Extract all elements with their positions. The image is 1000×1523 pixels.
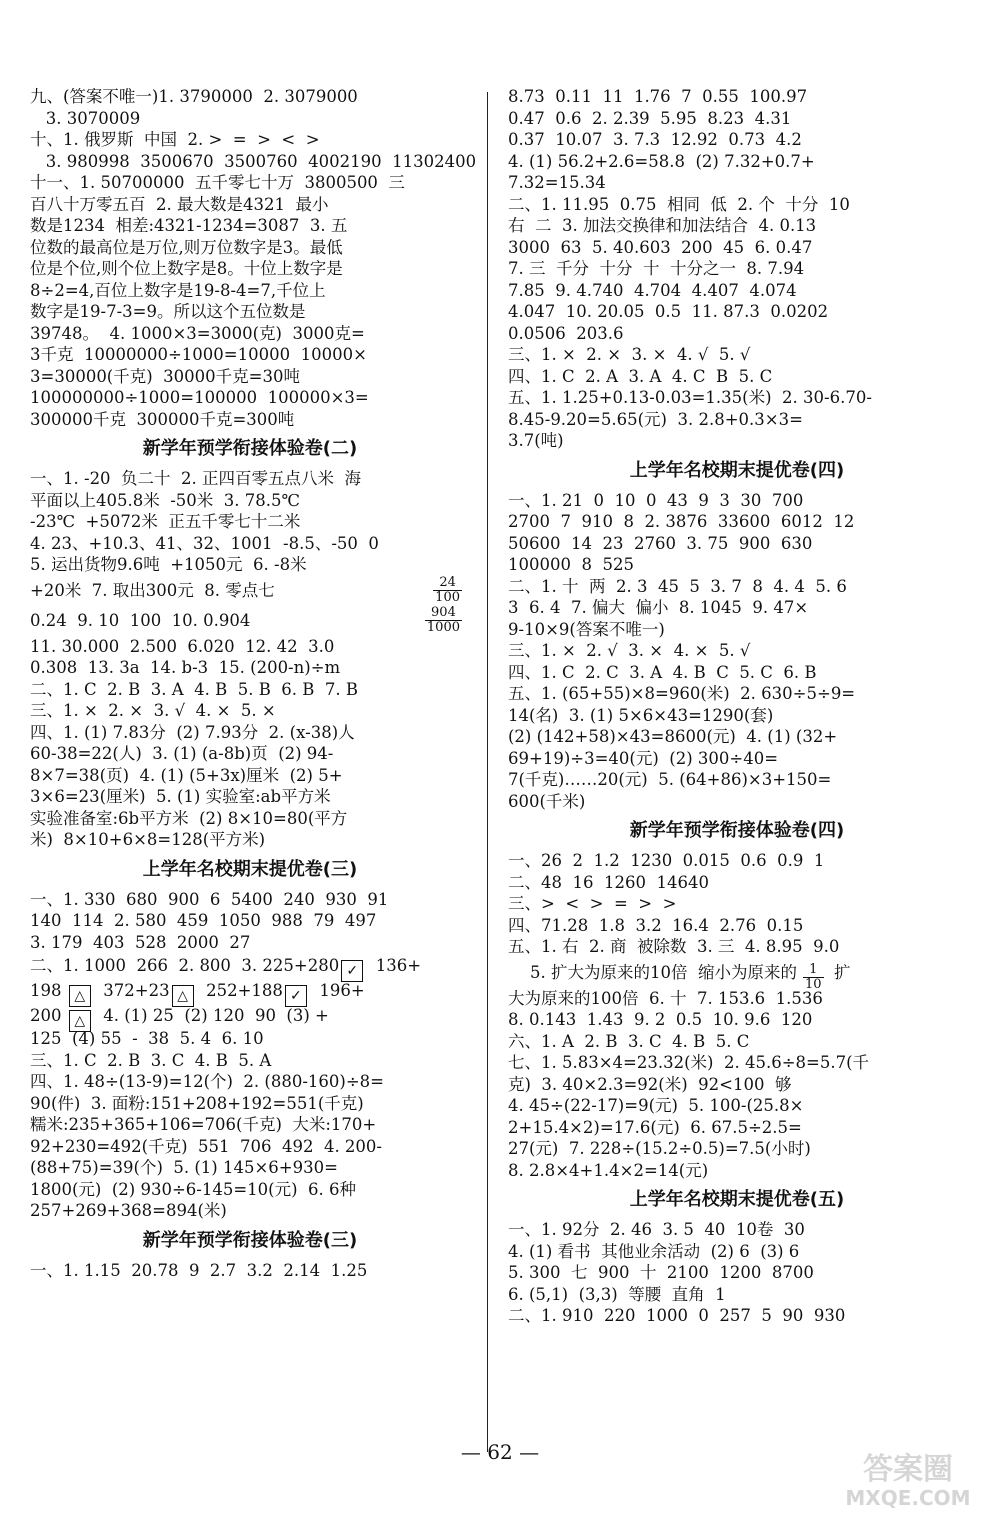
answer-line: 三、1. × 2. × 3. × 4. √ 5. √ [508, 345, 751, 364]
answer-line: 十一、1. 50700000 五千零七十万 3800500 三 [30, 173, 405, 192]
answer-line: 8. 2.8×4+1.4×2=14(元) [508, 1160, 709, 1180]
answer-line: 数字是19-7-3=9。所以这个五位数是 [30, 302, 306, 321]
answer-line: 39748。 4. 1000×3=3000(克) 3000克= [30, 323, 365, 343]
answer-line: 数是1234 相差:4321-1234=3087 3. 五 [30, 216, 348, 235]
answer-line: -23℃ +5072米 正五千零七十二米 [30, 512, 301, 531]
answer-line: 100000 8 525 [508, 555, 634, 574]
answer-line: 5. 300 七 900 十 2100 1200 8700 [508, 1263, 814, 1282]
answer-text: +20米 7. 取出300元 8. 零点七 [30, 580, 275, 600]
answer-text: 扩 [823, 962, 851, 982]
answer-line: 8. 0.143 1.43 9. 2 0.5 10. 9.6 120 [508, 1010, 813, 1029]
answer-line: 140 114 2. 580 459 1050 988 79 497 [30, 911, 377, 930]
answer-line: 四、1. C 2. C 3. A 4. B C 5. C 6. B [508, 662, 817, 682]
triangle-box-mark: △ [69, 985, 91, 1007]
fraction-numerator: 1 [803, 963, 824, 978]
answer-text: 252+188 [206, 981, 283, 1000]
answer-line: 大为原来的100倍 6. 十 7. 153.6 1.536 [508, 988, 823, 1008]
section-title: 上学年名校期末提优卷(四) [629, 459, 845, 481]
answer-line: 二、1. 910 220 1000 0 257 5 90 930 [508, 1306, 846, 1325]
left-column [30, 86, 477, 1281]
answer-line: 0.0506 203.6 [508, 323, 624, 343]
section-title: 新学年预学衔接体验卷(二) [142, 438, 358, 459]
answer-line: 8.45-9.20=5.65(元) 3. 2.8+0.3×3= [508, 409, 803, 429]
answer-line: 50600 14 23 2760 3. 75 900 630 [508, 533, 813, 553]
answer-block [30, 468, 470, 576]
answer-block [30, 1028, 470, 1222]
answer-line: 125 (4) 55 - 38 5. 4 6. 10 [30, 1029, 264, 1048]
answer-line: 2+15.4×2)=17.6(元) 6. 67.5÷2.5= [508, 1117, 802, 1137]
answer-line: 一、1. 21 0 10 0 43 9 3 30 700 [508, 490, 804, 510]
page-number: — 62 — [460, 1440, 540, 1464]
answer-line: 7(千克)……20(元) 5. (64+86)×3+150= [508, 770, 832, 789]
answer-block [508, 1219, 966, 1327]
answer-line: 300000千克 300000千克=300吨 [30, 409, 295, 429]
section-title: 新学年预学衔接体验卷(三) [142, 1229, 358, 1251]
fraction-denominator: 1000 [426, 619, 460, 635]
watermark-text: 答案圈 [863, 1452, 953, 1487]
answer-line: 克) 3. 40×2.3=92(米) 92<100 够 [508, 1074, 792, 1094]
answer-line: 九、(答案不唯一)1. 3790000 2. 3079000 [30, 87, 358, 106]
answer-text: 0.24 9. 10 100 10. 0.904 [30, 610, 251, 630]
answer-line: 27(元) 7. 228÷(15.2÷0.5)=7.5(小时) [508, 1139, 811, 1158]
answer-text: 372+23 [103, 981, 170, 1000]
answer-line: 3×6=23(厘米) 5. (1) 实验室:ab平方米 [30, 787, 331, 806]
answer-line: 位数的最高位是万位,则万位数字是3。最低 [30, 237, 343, 257]
answer-block [508, 490, 966, 813]
answer-line: 三、1. C 2. B 3. C 4. B 5. A [30, 1050, 272, 1070]
answer-line: 7. 三 千分 十分 十 十分之一 8. 7.94 [508, 259, 805, 278]
answer-line: 92+230=492(千克) 551 706 492 4. 200- [30, 1136, 383, 1156]
answer-line: 14(名) 3. (1) 5×6×43=1290(套) [508, 705, 774, 725]
answer-line: 257+269+368=894(米) [30, 1201, 227, 1220]
answer-line: 7.32=15.34 [508, 173, 606, 192]
answer-line: 一、1. -20 负二十 2. 正四百零五点八米 海 [30, 469, 362, 488]
answer-line: 位是个位,则个位上数字是8。十位上数字是 [30, 259, 343, 278]
answer-line: (2) (142+58)×43=8600(元) 4. (1) (32+ [508, 727, 838, 746]
answer-line-with-fraction [30, 606, 470, 636]
section-title: 上学年名校期末提优卷(三) [142, 858, 358, 880]
answer-text: 198 [30, 981, 62, 1000]
answer-line: 三、> < > = > > [508, 894, 677, 913]
fraction [425, 606, 462, 635]
answer-line: 四、1. (1) 7.83分 (2) 7.93分 2. (x-38)人 [30, 722, 355, 742]
answer-line: 4. (1) 看书 其他业余活动 (2) 6 (3) 6 [508, 1241, 800, 1261]
answer-block [30, 636, 470, 851]
answer-line-with-fraction [508, 958, 966, 992]
answer-line: 6. (5,1) (3,3) 等腰 直角 1 [508, 1284, 726, 1304]
answer-line: 平面以上405.8米 -50米 3. 78.5℃ [30, 490, 300, 510]
answer-line: 四、1. 48÷(13-9)=12(个) 2. (880-160)÷8= [30, 1072, 385, 1091]
answer-line: 3 6. 4 7. 偏大 偏小 8. 1045 9. 47× [508, 598, 809, 617]
answer-line: 四、71.28 1.8 3.2 16.4 2.76 0.15 [508, 915, 804, 935]
triangle-box-mark: △ [172, 985, 194, 1007]
answer-line: 1800(元) (2) 930÷6-145=10(元) 6. 6种 [30, 1179, 357, 1199]
answer-text: 196+ [319, 981, 365, 1000]
answer-line: 600(千米) [508, 791, 586, 811]
answer-block [30, 86, 477, 430]
watermark-url: MXQE.COM [845, 1486, 971, 1510]
answer-line: 8.73 0.11 11 1.76 7 0.55 100.97 [508, 87, 808, 106]
answer-line: 3. 980998 3500670 3500760 4002190 11302400 [30, 151, 477, 171]
answer-block [30, 889, 470, 954]
answer-block [508, 988, 966, 1182]
answer-line: 米) 8×10+6×8=128(平方米) [30, 830, 266, 849]
answer-line: 五、1. 1.25+0.13-0.03=1.35(米) 2. 30-6.70- [508, 388, 872, 407]
answer-line: 实验准备室:6b平方米 (2) 8×10=80(平方 [30, 808, 348, 828]
answer-line: 0.37 10.07 3. 7.3 12.92 0.73 4.2 [508, 130, 802, 149]
section-title: 上学年名校期末提优卷(五) [629, 1189, 845, 1210]
answer-line: 7.85 9. 4.740 4.704 4.407 4.074 [508, 280, 797, 300]
answer-line: 3000 63 5. 40.603 200 45 6. 0.47 [508, 237, 813, 257]
answer-line: 糯米:235+365+106=706(千克) 大米:170+ [30, 1115, 377, 1134]
answer-line: 69+19)÷3=40(元) (2) 300÷40= [508, 748, 779, 768]
answer-line: 三、1. × 2. √ 3. × 4. × 5. √ [508, 641, 751, 660]
answer-line: 8÷2=4,百位上数字是19-8-4=7,千位上 [30, 280, 326, 300]
answer-line: 4.047 10. 20.05 0.5 11. 87.3 0.0202 [508, 302, 829, 321]
answer-text: 5. 扩大为原来的10倍 缩小为原来的 [530, 962, 797, 982]
answer-block [508, 86, 966, 452]
answer-line: 右 二 3. 加法交换律和加法结合 4. 0.13 [508, 216, 817, 235]
answer-line: 90(件) 3. 面粉:151+208+192=551(千克) [30, 1093, 364, 1113]
answer-line: 四、1. C 2. A 3. A 4. C B 5. C [508, 366, 773, 386]
answer-line-with-fraction [30, 576, 470, 606]
answer-line: 4. 45÷(22-17)=9(元) 5. 100-(25.8× [508, 1096, 804, 1115]
watermark-logo [838, 1445, 978, 1511]
answer-line: 十、1. 俄罗斯 中国 2. > = > < > [30, 130, 320, 149]
answer-text: 4. (1) 25 (2) 120 90 (3) + [103, 1006, 329, 1025]
answer-line-with-boxes [30, 1003, 470, 1028]
answer-line: 2700 7 910 8 2. 3876 33600 6012 12 [508, 512, 855, 531]
answer-line: 11. 30.000 2.500 6.020 12. 42 3.0 [30, 636, 335, 656]
answer-line: 六、1. A 2. B 3. C 4. B 5. C [508, 1031, 750, 1051]
answer-line: 60-38=22(人) 3. (1) (a-8b)页 (2) 94- [30, 744, 334, 763]
fraction-denominator: 100 [435, 589, 460, 605]
answer-line: 3.7(吨) [508, 431, 564, 450]
fraction-denominator: 10 [804, 976, 822, 992]
answer-block [508, 850, 966, 958]
answer-text: 二、1. 1000 266 2. 800 3. 225+280 [30, 956, 340, 975]
fraction-numerator: 904 [425, 606, 462, 621]
fraction-numerator: 24 [433, 576, 462, 591]
answer-line: 3. 3070009 [30, 108, 141, 128]
answer-line: 三、1. × 2. × 3. √ 4. × 5. × [30, 701, 276, 720]
answer-line: 3千克 10000000÷1000=10000 10000× [30, 345, 367, 364]
answer-line: 9-10×9(答案不唯一) [508, 619, 665, 639]
answer-line: 五、1. (65+55)×8=960(米) 2. 630÷5÷9= [508, 684, 856, 703]
answer-line: 8×7=38(页) 4. (1) (5+3x)厘米 (2) 5+ [30, 765, 343, 785]
answer-text: 200 [30, 1006, 62, 1025]
fraction [433, 576, 462, 605]
answer-line: 五、1. 右 2. 商 被除数 3. 三 4. 8.95 9.0 [508, 937, 840, 956]
answer-line: 一、26 2 1.2 1230 0.015 0.6 0.9 1 [508, 851, 825, 870]
answer-line: 一、1. 1.15 20.78 9 2.7 3.2 2.14 1.25 [30, 1260, 368, 1280]
answer-line: 0.47 0.6 2. 2.39 5.95 8.23 4.31 [508, 108, 792, 128]
answer-line-with-boxes [30, 978, 470, 1003]
answer-line: 一、1. 330 680 900 6 5400 240 930 91 [30, 889, 389, 909]
answer-line: 5. 运出货物9.6吨 +1050元 6. -8米 [30, 555, 307, 574]
answer-block [30, 1260, 470, 1282]
check-box-mark: ✓ [341, 960, 363, 982]
answer-line-with-boxes [30, 953, 470, 978]
answer-line: 0.308 13. 3a 14. b-3 15. (200-n)÷m [30, 658, 341, 677]
answer-line: 二、48 16 1260 14640 [508, 872, 709, 892]
answer-line: 百八十万零五百 2. 最大数是4321 最小 [30, 194, 329, 214]
answer-line: 二、1. 十 两 2. 3 45 5 3. 7 8 4. 4 5. 6 [508, 576, 847, 596]
answer-text: 136+ [375, 956, 422, 975]
answer-line: 一、1. 92分 2. 46 3. 5 40 10卷 30 [508, 1220, 805, 1239]
right-column [508, 86, 966, 1327]
answer-line: 3=30000(千克) 30000千克=30吨 [30, 366, 300, 386]
section-title: 新学年预学衔接体验卷(四) [629, 820, 845, 841]
answer-line: 3. 179 403 528 2000 27 [30, 932, 251, 952]
answer-line: (88+75)=39(个) 5. (1) 145×6+930= [30, 1158, 338, 1177]
answer-line: 七、1. 5.83×4=23.32(米) 2. 45.6÷8=5.7(千 [508, 1053, 870, 1072]
answer-line: 4. (1) 56.2+2.6=58.8 (2) 7.32+0.7+ [508, 151, 815, 171]
answer-line: 4. 23、+10.3、41、32、1001 -8.5、-50 0 [30, 533, 379, 553]
answer-line: 二、1. 11.95 0.75 相同 低 2. 个 十分 10 [508, 194, 850, 214]
check-box-mark: ✓ [285, 985, 307, 1007]
triangle-box-mark: △ [69, 1010, 91, 1032]
answer-line: 二、1. C 2. B 3. A 4. B 5. B 6. B 7. B [30, 679, 359, 699]
answer-line: 100000000÷1000=100000 100000×3= [30, 388, 369, 407]
column-divider [487, 92, 488, 1452]
